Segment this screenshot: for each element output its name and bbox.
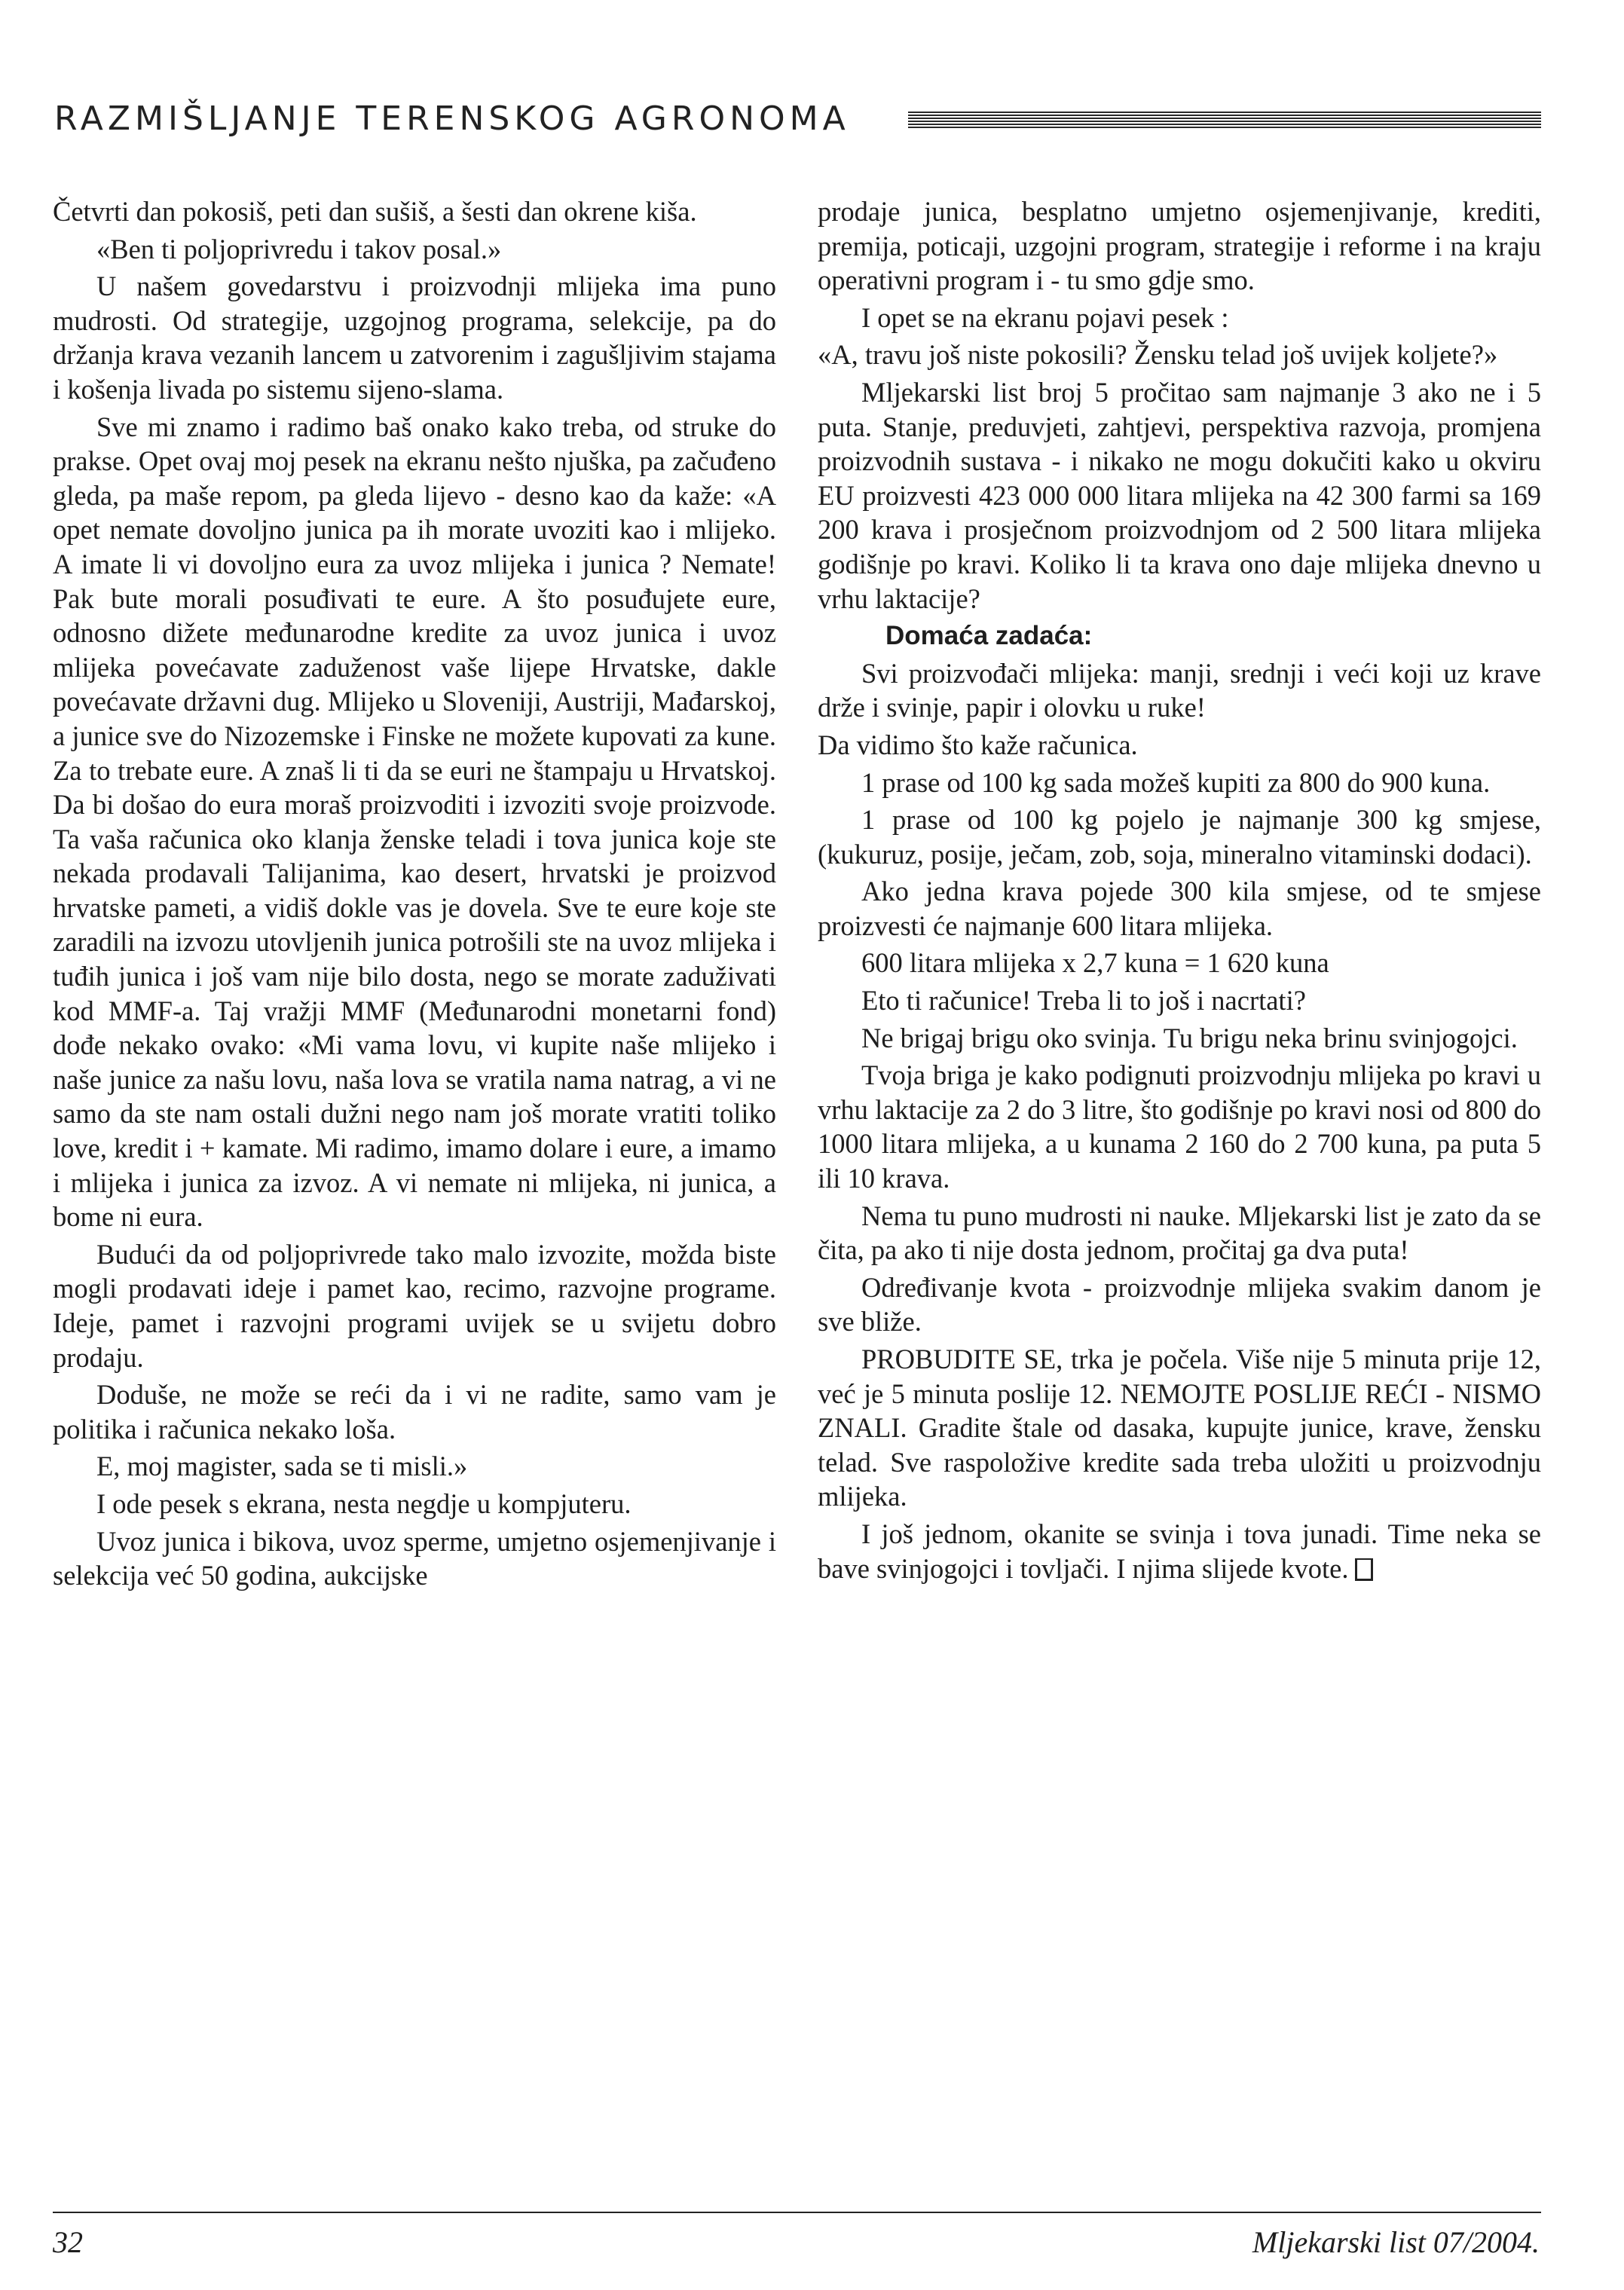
paragraph: Četvrti dan pokosiš, peti dan sušiš, a šesti dan okrene kiša.: [53, 196, 697, 227]
end-of-article-icon: [1355, 1558, 1373, 1581]
paragraph: Da vidimo što kaže računica.: [818, 729, 1138, 760]
paragraph: Sve mi znamo i radimo baš onako kako treba, od struke do prakse. Opet ovaj moj pesek na ekranu nešto njuška, pa začuđeno gleda, pa maše repom, pa gleda lijevo - desno kao da kaže: «A opet nemate dovoljno junica pa ih morate uvoziti kao i mlijeko. A imate li vi dovoljno eura za uvoz mlijeka i junica ? Nemate! Pak bute morali posuđivati te eure. A što posuđujete eure, odnosno dižete međunarodne kredite za uvoz junica i uvoz mlijeka povećavate zaduženost vaše lijepe Hrvatske, dakle povećavate državni dug. Mlijeko u Sloveniji, Austriji, Mađarskoj, a junice sve do Nizozemske i Finske ne možete kupovati za kune. Za to trebate eure. A znaš li ti da se euri ne štampaju u Hrvatskoj. Da bi došao do eura moraš proizvoditi i izvoziti svoje proizvode. Ta vaša računica oko klanja ženske teladi i tova junica koje ste nekada prodavali Talijanima, kao desert, hrvatski je proizvod hrvatske pameti, a vidiš dokle vas je dovela. Sve te eure koje ste zaradili na izvozu utovljenih junica potrošili ste na uvoz mlijeka i tuđih junica i još vam nije bilo dosta, nego se morate zaduživati kod MMF-a. Taj vražji MMF (Međunarodni monetarni fond) dođe nekako ovako: «Mi vama lovu, vi kupite naše mlijeko i naše junice za našu lovu, naša lova se vratila nama natrag, a vi ne samo da ste nam ostali dužni nego nam još morate vratiti toliko love, kredit i + kamate. Mi radimo, imamo dolare i eure, a imamo i mlijeka i junica za izvoz. A vi nemate ni mlijeka, ni junica, a bome ni eura.: [53, 411, 776, 1233]
paragraph: prodaje junica, besplatno umjetno osjemenjivanje, krediti, premija, poticaji, uzgojni program, strategije i reforme i na kraju operativni program i - tu smo gdje smo.: [818, 196, 1541, 296]
paragraph: Uvoz junica i bikova, uvoz sperme, umjetno osjemenjivanje i selekcija već 50 godina, aukcijske: [53, 1525, 776, 1591]
paragraph: Nema tu puno mudrosti ni nauke. Mljekarski list je zato da se čita, pa ako ti nije dosta jednom, pročitaj ga dva puta!: [818, 1200, 1541, 1266]
paragraph: E, moj magister, sada se ti misli.»: [96, 1451, 468, 1482]
paragraph: U našem govedarstvu i proizvodnji mlijeka ima puno mudrosti. Od strategije, uzgojnog programa, selekcije, pa do držanja krava vezanih lancem u zatvorenim i zagušljivim stajama i košenja livada po sistemu sijeno-slama.: [53, 271, 776, 405]
right-column: [818, 194, 1541, 1588]
left-column: [53, 194, 776, 1596]
header-rule: [908, 112, 1541, 128]
paragraph: Mljekarski list broj 5 pročitao sam najmanje 3 ako ne i 5 puta. Stanje, preduvjeti, zahtjevi, perspektiva razvoja, promjena proizvodnih sustava - i nikako ne mogu dokučiti kako u okviru EU proizvesti 423 000 000 litara mlijeka na 42 300 farmi sa 169 200 krava i prosječnom proizvodnjom od 2 500 litara mlijeka godišnje po kravi. Koliko li ta krava ono daje mlijeka dnevno u vrhu laktacije?: [818, 376, 1541, 614]
paragraph: Budući da od poljoprivrede tako malo izvozite, možda biste mogli prodavati ideje i pamet kao, recimo, razvojne programe. Ideje, pamet i razvojni programi uvijek se u svijetu dobro prodaju.: [53, 1238, 776, 1373]
journal-reference: Mljekarski list 07/2004.: [1252, 2225, 1540, 2259]
paragraph: 1 prase od 100 kg sada možeš kupiti za 800 do 900 kuna.: [861, 766, 1491, 798]
paragraph: Određivanje kvota - proizvodnje mlijeka svakim danom je sve bliže.: [818, 1271, 1541, 1338]
paragraph: Eto ti računice! Treba li to još i nacrtati?: [861, 985, 1306, 1017]
paragraph: Doduše, ne može se reći da i vi ne radite, samo vam je politika i računica nekako loša.: [53, 1379, 776, 1445]
homework-heading: Domaća zadaća:: [885, 621, 1093, 651]
paragraph: Svi proizvođači mlijeka: manji, srednji i veći koji uz krave drže i svinje, papir i olovku u ruke!: [818, 657, 1541, 723]
paragraph: Ako jedna krava pojede 300 kila smjese, od te smjese proizvesti će najmanje 600 litara mlijeka.: [818, 876, 1541, 941]
paragraph: 1 prase od 100 kg pojelo je najmanje 300 kg smjese, (kukuruz, posije, ječam, zob, soja, mineralno vitaminski dodaci).: [818, 804, 1541, 870]
section-title: RAZMIŠLJANJE TERENSKOG AGRONOMA: [54, 99, 850, 138]
paragraph: I opet se na ekranu pojavi pesek :: [861, 301, 1229, 333]
footer-rule: [53, 2212, 1541, 2213]
paragraph: 600 litara mlijeka x 2,7 kuna = 1 620 kuna: [861, 947, 1329, 979]
paragraph-text: I još jednom, okanite se svinja i tova junadi. Time neka se bave svinjogojci i tovljači. I njima slijede kvote.: [818, 1518, 1541, 1584]
paragraph: «Ben ti poljoprivredu i takov posal.»: [96, 233, 502, 264]
paragraph: Ne brigaj brigu oko svinja. Tu brigu neka brinu svinjogojci.: [861, 1022, 1518, 1053]
paragraph: «A, travu još niste pokosili? Žensku telad još uvijek koljete?»: [818, 339, 1498, 371]
last-paragraph: [818, 1517, 1541, 1585]
page-number: 32: [53, 2225, 83, 2259]
paragraph: I ode pesek s ekrana, nesta negdje u kompjuteru.: [96, 1487, 632, 1519]
paragraph: PROBUDITE SE, trka je počela. Više nije 5 minuta prije 12, već je 5 minuta poslije 12. NEMOJTE POSLIJE REĆI - NISMO ZNALI. Gradite štale od dasaka, kupujte junice, krave, žensku telad. Sve raspoložive kredite sada treba uložiti u proizvodnju mlijeka.: [818, 1344, 1541, 1512]
paragraph: Tvoja briga je kako podignuti proizvodnju mlijeka po kravi u vrhu laktacije za 2 do 3 litre, što godišnje po kravi nosi od 800 do 1000 litara mlijeka, a u kunama 2 160 do 2 700 kuna, pa puta 5 ili 10 krava.: [818, 1059, 1541, 1194]
